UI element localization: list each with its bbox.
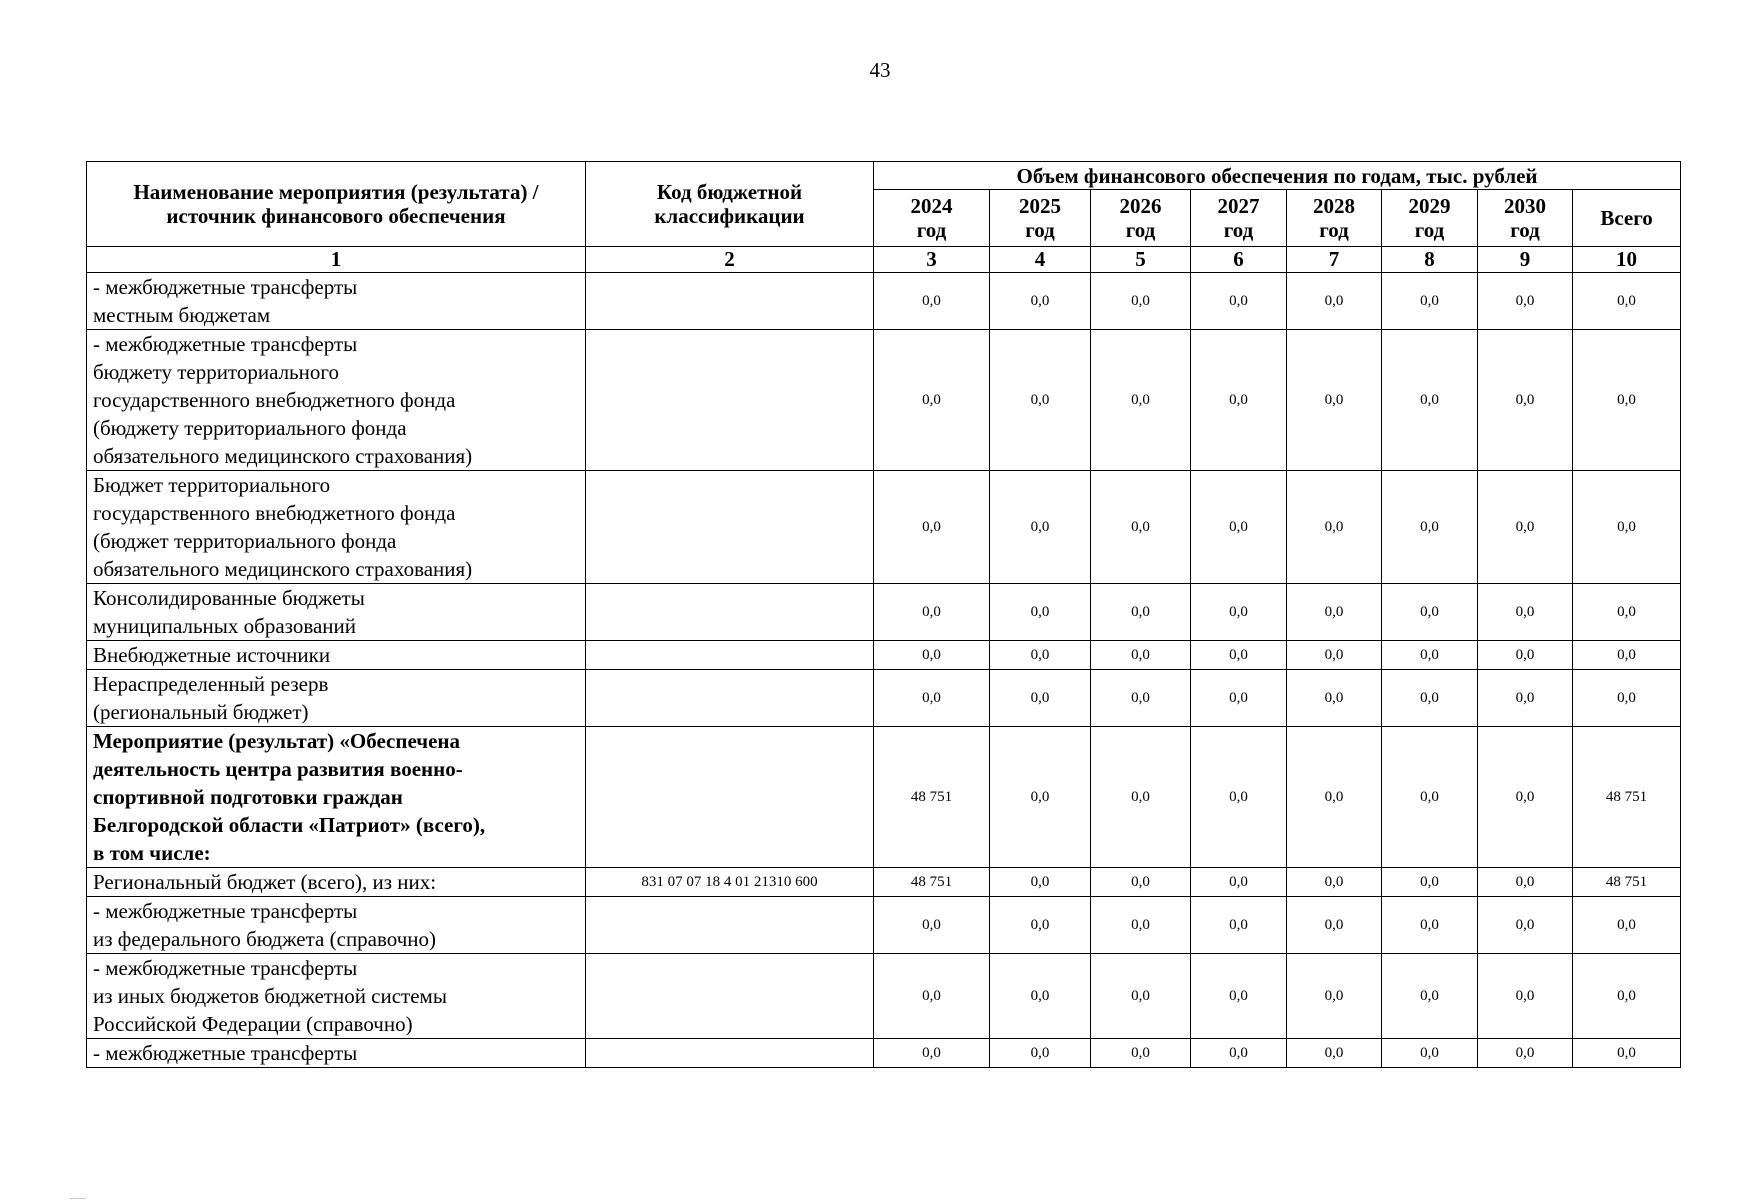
row-value-cell: 0,0 bbox=[1478, 868, 1573, 897]
row-value-cell: 0,0 bbox=[1382, 273, 1478, 330]
column-number: 6 bbox=[1191, 247, 1287, 273]
row-value-cell: 0,0 bbox=[874, 1039, 990, 1068]
row-value-cell: 0,0 bbox=[1382, 1039, 1478, 1068]
row-value-cell: 0,0 bbox=[1478, 954, 1573, 1039]
row-total-cell: 0,0 bbox=[1573, 641, 1681, 670]
row-name-cell: - межбюджетные трансферты из иных бюджетов бюджетной системы Российской Федерации (справочно) bbox=[87, 954, 586, 1039]
row-total-cell: 0,0 bbox=[1573, 330, 1681, 471]
row-code-cell bbox=[586, 330, 874, 471]
row-value-cell: 0,0 bbox=[1287, 727, 1382, 868]
row-value-cell: 0,0 bbox=[1091, 727, 1191, 868]
row-value-cell: 0,0 bbox=[1091, 954, 1191, 1039]
row-value-cell: 0,0 bbox=[1382, 641, 1478, 670]
row-name-cell: Внебюджетные источники bbox=[87, 641, 586, 670]
row-value-cell: 0,0 bbox=[1191, 868, 1287, 897]
header-year-2024: 2024 год bbox=[874, 190, 990, 247]
row-value-cell: 0,0 bbox=[1091, 330, 1191, 471]
column-number: 5 bbox=[1091, 247, 1191, 273]
row-value-cell: 0,0 bbox=[1191, 954, 1287, 1039]
row-value-cell: 0,0 bbox=[1091, 897, 1191, 954]
table-header bbox=[87, 162, 1681, 247]
column-number: 7 bbox=[1287, 247, 1382, 273]
row-code-cell bbox=[586, 1039, 874, 1068]
row-code-cell bbox=[586, 584, 874, 641]
row-value-cell: 0,0 bbox=[1091, 868, 1191, 897]
row-value-cell: 0,0 bbox=[1191, 471, 1287, 584]
row-value-cell: 0,0 bbox=[1287, 584, 1382, 641]
column-number: 10 bbox=[1573, 247, 1681, 273]
row-value-cell: 0,0 bbox=[1091, 1039, 1191, 1068]
header-total-column: Всего bbox=[1573, 190, 1681, 247]
row-value-cell: 0,0 bbox=[1191, 897, 1287, 954]
row-code-cell bbox=[586, 273, 874, 330]
table-row bbox=[87, 330, 1681, 471]
row-value-cell: 0,0 bbox=[1191, 670, 1287, 727]
row-total-cell: 48 751 bbox=[1573, 868, 1681, 897]
row-value-cell: 0,0 bbox=[1191, 584, 1287, 641]
column-number: 1 bbox=[87, 247, 586, 273]
row-value-cell: 0,0 bbox=[1478, 897, 1573, 954]
column-number: 9 bbox=[1478, 247, 1573, 273]
row-value-cell: 0,0 bbox=[1382, 727, 1478, 868]
table-row bbox=[87, 670, 1681, 727]
row-name-cell: - межбюджетные трансферты местным бюджетам bbox=[87, 273, 586, 330]
row-value-cell: 0,0 bbox=[1287, 641, 1382, 670]
row-total-cell: 0,0 bbox=[1573, 1039, 1681, 1068]
row-total-cell: 48 751 bbox=[1573, 727, 1681, 868]
row-value-cell: 48 751 bbox=[874, 727, 990, 868]
table-row bbox=[87, 471, 1681, 584]
header-year-2029: 2029 год bbox=[1382, 190, 1478, 247]
row-code-cell: 831 07 07 18 4 01 21310 600 bbox=[586, 868, 874, 897]
row-value-cell: 0,0 bbox=[1287, 670, 1382, 727]
scan-artifact bbox=[70, 1198, 86, 1199]
column-number: 2 bbox=[586, 247, 874, 273]
row-value-cell: 0,0 bbox=[874, 670, 990, 727]
row-code-cell bbox=[586, 954, 874, 1039]
row-value-cell: 0,0 bbox=[1091, 584, 1191, 641]
row-value-cell: 0,0 bbox=[1382, 330, 1478, 471]
row-total-cell: 0,0 bbox=[1573, 584, 1681, 641]
header-year-2030: 2030 год bbox=[1478, 190, 1573, 247]
row-value-cell: 0,0 bbox=[990, 641, 1091, 670]
table-row bbox=[87, 868, 1681, 897]
table-row bbox=[87, 954, 1681, 1039]
page-number: 43 bbox=[869, 58, 891, 82]
row-value-cell: 0,0 bbox=[1382, 954, 1478, 1039]
header-row-top bbox=[87, 162, 1681, 190]
row-total-cell: 0,0 bbox=[1573, 954, 1681, 1039]
row-total-cell: 0,0 bbox=[1573, 897, 1681, 954]
row-value-cell: 0,0 bbox=[990, 897, 1091, 954]
row-value-cell: 0,0 bbox=[990, 954, 1091, 1039]
financing-table bbox=[86, 161, 1681, 1068]
table-row bbox=[87, 897, 1681, 954]
row-value-cell: 0,0 bbox=[1478, 1039, 1573, 1068]
row-value-cell: 0,0 bbox=[1287, 954, 1382, 1039]
row-value-cell: 0,0 bbox=[1091, 273, 1191, 330]
row-name-cell: Бюджет территориального государственного внебюджетного фонда (бюджет территориального фонда обязательного медицинского страхования) bbox=[87, 471, 586, 584]
row-value-cell: 0,0 bbox=[874, 471, 990, 584]
header-funding-group: Объем финансового обеспечения по годам, тыс. рублей bbox=[874, 162, 1681, 190]
table-row bbox=[87, 273, 1681, 330]
row-value-cell: 0,0 bbox=[1478, 584, 1573, 641]
row-code-cell bbox=[586, 897, 874, 954]
row-value-cell: 0,0 bbox=[1287, 273, 1382, 330]
row-name-cell: Региональный бюджет (всего), из них: bbox=[87, 868, 586, 897]
row-value-cell: 0,0 bbox=[990, 471, 1091, 584]
row-value-cell: 0,0 bbox=[1091, 641, 1191, 670]
row-value-cell: 0,0 bbox=[874, 641, 990, 670]
row-total-cell: 0,0 bbox=[1573, 273, 1681, 330]
table-row bbox=[87, 727, 1681, 868]
row-value-cell: 0,0 bbox=[1382, 584, 1478, 641]
row-value-cell: 0,0 bbox=[1478, 727, 1573, 868]
row-value-cell: 0,0 bbox=[874, 897, 990, 954]
row-value-cell: 0,0 bbox=[1287, 471, 1382, 584]
column-numbers-row bbox=[87, 247, 1681, 273]
row-value-cell: 0,0 bbox=[874, 330, 990, 471]
header-code-column: Код бюджетной классификации bbox=[586, 162, 874, 247]
header-year-2025: 2025 год bbox=[990, 190, 1091, 247]
row-code-cell bbox=[586, 727, 874, 868]
row-value-cell: 0,0 bbox=[1191, 273, 1287, 330]
row-value-cell: 0,0 bbox=[1091, 471, 1191, 584]
table-row bbox=[87, 1039, 1681, 1068]
column-number: 4 bbox=[990, 247, 1091, 273]
row-value-cell: 0,0 bbox=[990, 670, 1091, 727]
row-name-cell: Нераспределенный резерв (региональный бюджет) bbox=[87, 670, 586, 727]
row-value-cell: 0,0 bbox=[1287, 897, 1382, 954]
table-body bbox=[87, 247, 1681, 1068]
row-value-cell: 0,0 bbox=[1191, 330, 1287, 471]
row-value-cell: 0,0 bbox=[874, 584, 990, 641]
row-value-cell: 0,0 bbox=[990, 273, 1091, 330]
header-name-column: Наименование мероприятия (результата) / источник финансового обеспечения bbox=[87, 162, 586, 247]
row-total-cell: 0,0 bbox=[1573, 471, 1681, 584]
row-value-cell: 0,0 bbox=[1382, 670, 1478, 727]
header-year-2026: 2026 год bbox=[1091, 190, 1191, 247]
row-value-cell: 0,0 bbox=[990, 330, 1091, 471]
row-name-cell: - межбюджетные трансферты из федерального бюджета (справочно) bbox=[87, 897, 586, 954]
row-value-cell: 0,0 bbox=[1382, 897, 1478, 954]
row-value-cell: 0,0 bbox=[1382, 868, 1478, 897]
header-year-2028: 2028 год bbox=[1287, 190, 1382, 247]
row-value-cell: 0,0 bbox=[874, 954, 990, 1039]
row-value-cell: 0,0 bbox=[1478, 273, 1573, 330]
row-name-cell: - межбюджетные трансферты bbox=[87, 1039, 586, 1068]
header-year-2027: 2027 год bbox=[1191, 190, 1287, 247]
row-code-cell bbox=[586, 471, 874, 584]
row-value-cell: 0,0 bbox=[990, 584, 1091, 641]
row-value-cell: 48 751 bbox=[874, 868, 990, 897]
row-value-cell: 0,0 bbox=[1287, 330, 1382, 471]
row-name-cell: Консолидированные бюджеты муниципальных образований bbox=[87, 584, 586, 641]
row-value-cell: 0,0 bbox=[1478, 471, 1573, 584]
row-value-cell: 0,0 bbox=[1478, 641, 1573, 670]
row-value-cell: 0,0 bbox=[874, 273, 990, 330]
row-value-cell: 0,0 bbox=[990, 1039, 1091, 1068]
row-name-cell: Мероприятие (результат) «Обеспечена деятельность центра развития военно- спортивной подготовки граждан Белгородской области «Патриот» (всего), в том числе: bbox=[87, 727, 586, 868]
row-value-cell: 0,0 bbox=[1091, 670, 1191, 727]
row-value-cell: 0,0 bbox=[1287, 1039, 1382, 1068]
row-code-cell bbox=[586, 641, 874, 670]
row-value-cell: 0,0 bbox=[1191, 1039, 1287, 1068]
row-name-cell: - межбюджетные трансферты бюджету территориального государственного внебюджетного фонда (бюджету территориального фонда обязательного медицинского страхования) bbox=[87, 330, 586, 471]
row-value-cell: 0,0 bbox=[990, 868, 1091, 897]
row-value-cell: 0,0 bbox=[1478, 670, 1573, 727]
row-value-cell: 0,0 bbox=[1287, 868, 1382, 897]
row-code-cell bbox=[586, 670, 874, 727]
row-value-cell: 0,0 bbox=[1191, 641, 1287, 670]
row-value-cell: 0,0 bbox=[1478, 330, 1573, 471]
row-total-cell: 0,0 bbox=[1573, 670, 1681, 727]
table-row bbox=[87, 641, 1681, 670]
row-value-cell: 0,0 bbox=[1191, 727, 1287, 868]
table-row bbox=[87, 584, 1681, 641]
column-number: 8 bbox=[1382, 247, 1478, 273]
column-number: 3 bbox=[874, 247, 990, 273]
row-value-cell: 0,0 bbox=[990, 727, 1091, 868]
row-value-cell: 0,0 bbox=[1382, 471, 1478, 584]
